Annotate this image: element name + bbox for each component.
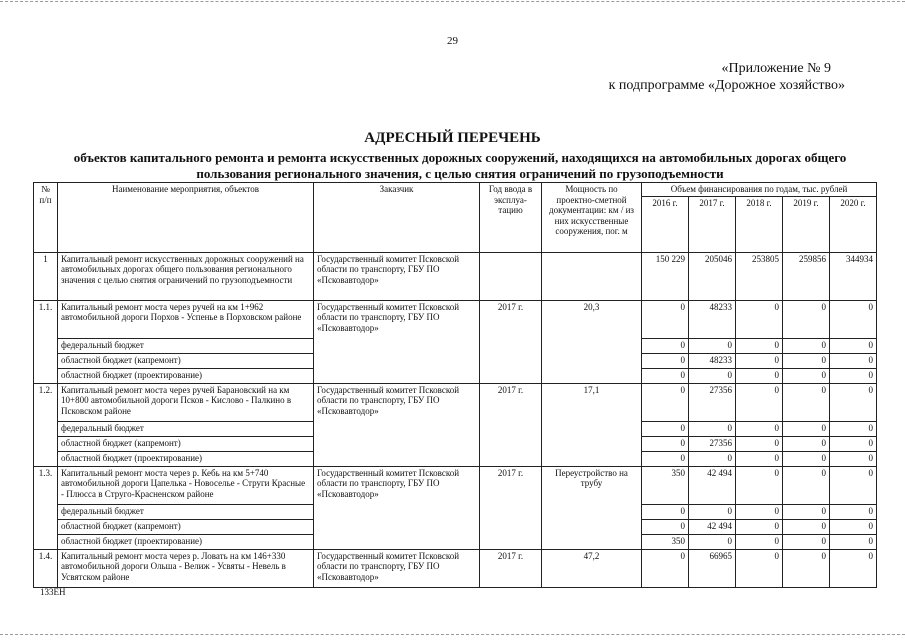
cell-year: 2017 г. [480,549,542,587]
cell-budget-label: федеральный бюджет [58,338,314,353]
header-year-2020: 2020 г. [830,196,877,252]
cell-2016: 0 [642,300,689,338]
cell-2017: 0 [689,504,736,519]
table-row [34,252,877,300]
cell-2019: 0 [783,338,830,353]
table-row [34,300,877,338]
cell-2016: 0 [642,338,689,353]
cell-2018: 0 [736,549,783,587]
document-subtitle: объектов капитального ремонта и ремонта искусственных дорожных сооружений, находящихся на автомобильных дорогах общего пользования регионального значения, с целью снятия ограничений по грузоподъемности [73,150,847,181]
cell-2018: 0 [736,504,783,519]
cell-2017: 27356 [689,383,736,421]
cell-2017: 48233 [689,300,736,338]
cell-num: 1.4. [34,549,58,587]
cell-2017: 0 [689,534,736,549]
cell-2018: 0 [736,421,783,436]
appendix-line-1: «Приложение № 9 [721,61,831,76]
cell-2017: 42 494 [689,519,736,534]
cell-2016: 0 [642,353,689,368]
page-number: 29 [447,35,458,47]
header-customer: Заказчик [314,183,480,253]
cell-budget-label: областной бюджет (капремонт) [58,519,314,534]
cell-2018: 0 [736,451,783,466]
cell-2016: 0 [642,519,689,534]
cell-2018: 0 [736,534,783,549]
cell-2019: 0 [783,436,830,451]
table-header-row [34,183,877,197]
cell-budget-label: областной бюджет (проектирование) [58,534,314,549]
header-name: Наименование мероприятия, объектов [58,183,314,253]
cell-2017: 0 [689,368,736,383]
cell-2019: 259856 [783,252,830,300]
cell-2016: 350 [642,534,689,549]
cell-2017: 66965 [689,549,736,587]
cell-2018: 0 [736,368,783,383]
cell-2019: 0 [783,519,830,534]
cell-capacity: 47,2 [542,549,642,587]
cell-2016: 0 [642,421,689,436]
cell-2016: 0 [642,436,689,451]
cell-2018: 0 [736,466,783,504]
cell-2016: 150 229 [642,252,689,300]
cell-name: Капитальный ремонт моста через р. Ловать на км 146+330 автомобильной дороги Ольша - Велиж - Усвяты - Невель в Усвятском районе [58,549,314,587]
cell-customer: Государственный комитет Псковской области по транспорту, ГБУ ПО «Псковавтодор» [314,383,480,466]
cell-2016: 0 [642,383,689,421]
cell-2019: 0 [783,549,830,587]
cell-2017: 27356 [689,436,736,451]
cell-2020: 0 [830,436,877,451]
cell-budget-label: областной бюджет (капремонт) [58,436,314,451]
cell-2020: 0 [830,421,877,436]
cell-year: 2017 г. [480,466,542,549]
cell-2017: 0 [689,451,736,466]
cell-2017: 0 [689,338,736,353]
cell-2019: 0 [783,383,830,421]
cell-2020: 0 [830,368,877,383]
cell-capacity: 20,3 [542,300,642,383]
cell-num: 1.3. [34,466,58,549]
page-top-edge [0,1,905,2]
table-row [34,383,877,421]
cell-budget-label: областной бюджет (капремонт) [58,353,314,368]
cell-num: 1.1. [34,300,58,383]
cell-2020: 0 [830,504,877,519]
cell-name: Капитальный ремонт моста через р. Кебь на км 5+740 автомобильной дороги Цапелька - Новоселье - Струги Красные - Плюсса в Струго-Красненском районе [58,466,314,504]
header-year-2019: 2019 г. [783,196,830,252]
cell-2018: 0 [736,436,783,451]
header-funding: Объем финансирования по годам, тыс. рублей [642,183,877,197]
header-num: № п/п [34,183,58,253]
document-title: АДРЕСНЫЙ ПЕРЕЧЕНЬ [364,130,541,146]
table-row [34,466,877,504]
cell-2018: 0 [736,300,783,338]
cell-2016: 0 [642,549,689,587]
header-year-2017: 2017 г. [689,196,736,252]
cell-2018: 0 [736,353,783,368]
cell-budget-label: федеральный бюджет [58,421,314,436]
header-year-2018: 2018 г. [736,196,783,252]
cell-year: 2017 г. [480,383,542,466]
header-year: Год ввода в эксплуа-тацию [480,183,542,253]
cell-2017: 48233 [689,353,736,368]
address-list-table [33,182,877,588]
cell-year [480,252,542,300]
cell-budget-label: федеральный бюджет [58,504,314,519]
cell-2017: 42 494 [689,466,736,504]
cell-name: Капитальный ремонт моста через ручей Барановский на км 10+800 автомобильной дороги Псков - Кислово - Палкино в Псковском районе [58,383,314,421]
cell-customer: Государственный комитет Псковской области по транспорту, ГБУ ПО «Псковавтодор» [314,466,480,549]
appendix-caption [609,60,845,94]
cell-2019: 0 [783,534,830,549]
cell-capacity: Переустройство на трубу [542,466,642,549]
cell-customer: Государственный комитет Псковской области по транспорту, ГБУ ПО «Псковавтодор» [314,252,480,300]
cell-name: Капитальный ремонт искусственных дорожных сооружений на автомобильных дорогах общего пользования регионального значения с целью снятия ограничений по грузоподъемности [58,252,314,300]
cell-2019: 0 [783,421,830,436]
cell-2016: 0 [642,368,689,383]
cell-capacity: 17,1 [542,383,642,466]
cell-num: 1.2. [34,383,58,466]
cell-budget-label: областной бюджет (проектирование) [58,451,314,466]
cell-2020: 0 [830,451,877,466]
cell-2019: 0 [783,504,830,519]
cell-2019: 0 [783,368,830,383]
footer-code: 133ЕН [40,587,66,597]
cell-customer: Государственный комитет Псковской области по транспорту, ГБУ ПО «Псковавтодор» [314,300,480,383]
cell-budget-label: областной бюджет (проектирование) [58,368,314,383]
cell-2020: 0 [830,519,877,534]
cell-2020: 0 [830,534,877,549]
page-bottom-edge [0,634,905,635]
cell-name: Капитальный ремонт моста через ручей на км 1+962 автомобильной дороги Порхов - Успенье в Порховском районе [58,300,314,338]
cell-2018: 0 [736,519,783,534]
cell-2020: 0 [830,466,877,504]
table-row [34,549,877,587]
cell-2019: 0 [783,466,830,504]
cell-2017: 0 [689,421,736,436]
cell-2017: 205046 [689,252,736,300]
cell-2016: 0 [642,451,689,466]
cell-2020: 0 [830,300,877,338]
cell-2020: 344934 [830,252,877,300]
header-capacity: Мощность по проектно-сметной документации: км / из них искусственные сооружения, пог. м [542,183,642,253]
cell-2020: 0 [830,353,877,368]
cell-num: 1 [34,252,58,300]
cell-2020: 0 [830,549,877,587]
cell-2016: 350 [642,466,689,504]
cell-2018: 0 [736,383,783,421]
cell-year: 2017 г. [480,300,542,383]
cell-capacity [542,252,642,300]
cell-customer: Государственный комитет Псковской области по транспорту, ГБУ ПО «Псковавтодор» [314,549,480,587]
header-year-2016: 2016 г. [642,196,689,252]
cell-2018: 0 [736,338,783,353]
cell-2019: 0 [783,451,830,466]
cell-2016: 0 [642,504,689,519]
appendix-line-2: к подпрограмме «Дорожное хозяйство» [608,78,845,93]
cell-2020: 0 [830,383,877,421]
cell-2019: 0 [783,300,830,338]
cell-2020: 0 [830,338,877,353]
cell-2019: 0 [783,353,830,368]
cell-2018: 253805 [736,252,783,300]
